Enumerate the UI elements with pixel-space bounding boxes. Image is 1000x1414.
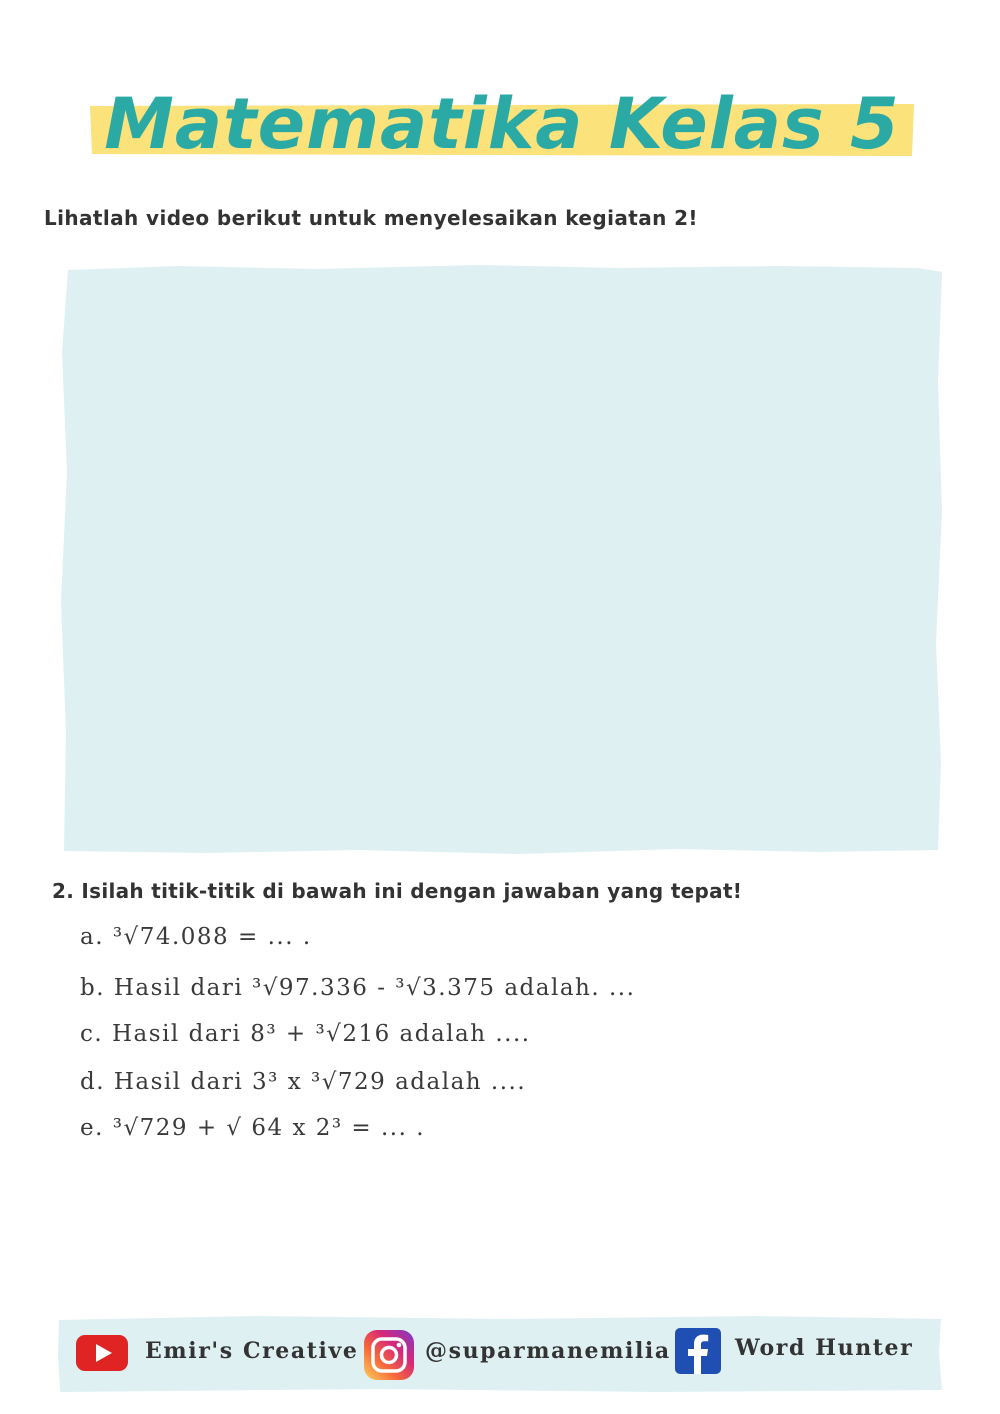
instruction-text: Lihatlah video berikut untuk menyelesaikan kegiatan 2! xyxy=(44,206,698,230)
instagram-handle[interactable]: @suparmanemilia xyxy=(425,1338,671,1364)
video-embed-area[interactable] xyxy=(58,262,946,858)
question-heading: 2. Isilah titik-titik di bawah ini dengan jawaban yang tepat! xyxy=(52,879,743,903)
question-item-c: c. Hasil dari 8³ + ³√216 adalah .... xyxy=(80,1021,531,1047)
title-banner xyxy=(88,76,916,172)
facebook-icon[interactable] xyxy=(675,1328,721,1374)
question-item-a: a. ³√74.088 = ... . xyxy=(80,924,312,950)
question-item-b: b. Hasil dari ³√97.336 - ³√3.375 adalah. ... xyxy=(80,975,636,1001)
question-item-d: d. Hasil dari 3³ x ³√729 adalah .... xyxy=(80,1069,527,1095)
youtube-icon[interactable] xyxy=(76,1335,128,1371)
facebook-page-name[interactable]: Word Hunter xyxy=(735,1335,914,1361)
page-title: Matematika Kelas 5 xyxy=(104,83,900,165)
footer-social-bar xyxy=(56,1314,944,1394)
youtube-channel-name[interactable]: Emir's Creative xyxy=(145,1338,359,1364)
instagram-icon[interactable] xyxy=(364,1330,414,1380)
question-item-e: e. ³√729 + √ 64 x 2³ = ... . xyxy=(80,1115,426,1141)
